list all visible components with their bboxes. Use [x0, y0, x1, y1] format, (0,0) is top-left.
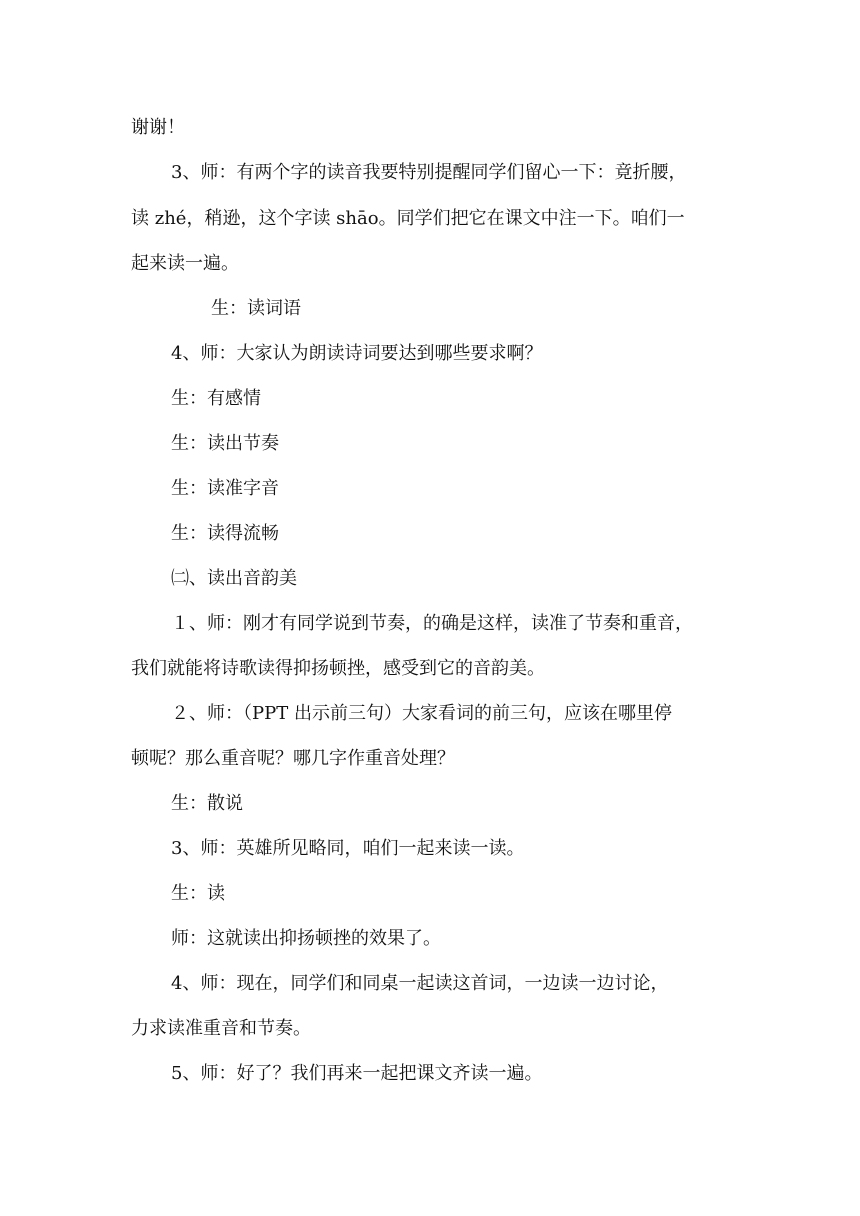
text-line: 3、师：有两个字的读音我要特别提醒同学们留心一下：竟折腰， [171, 162, 687, 183]
text-line: 生：读词语 [211, 298, 301, 319]
text-line: 起来读一遍。 [131, 253, 239, 274]
text-line: 4、师：现在，同学们和同桌一起读这首词，一边读一边讨论， [171, 973, 669, 994]
text-line: 生：散说 [171, 793, 243, 814]
text-line: 生：有感情 [171, 388, 261, 409]
text-line: 生：读得流畅 [171, 523, 279, 544]
text-line: 生：读出节奏 [171, 433, 279, 454]
text-line: 4、师：大家认为朗读诗词要达到哪些要求啊？ [171, 343, 543, 364]
text-line: 力求读准重音和节奏。 [131, 1018, 311, 1039]
text-line: 5、师：好了？我们再来一起把课文齐读一遍。 [171, 1063, 543, 1084]
section-heading: ㈡、读出音韵美 [171, 568, 297, 589]
text-line: 我们就能将诗歌读得抑扬顿挫，感受到它的音韵美。 [131, 658, 545, 679]
text-line: １、师：刚才有同学说到节奏，的确是这样，读准了节奏和重音， [171, 613, 693, 634]
text-line: 3、师：英雄所见略同，咱们一起来读一读。 [171, 838, 525, 859]
text-line: 读 zhé，稍逊，这个字读 shāo。同学们把它在课文中注一下。咱们一 [131, 208, 685, 229]
text-line: 师：这就读出抑扬顿挫的效果了。 [171, 928, 441, 949]
text-line: 生：读 [171, 883, 225, 904]
text-line: 顿呢？那么重音呢？哪几字作重音处理？ [131, 748, 455, 769]
text-line: 生：读准字音 [171, 478, 279, 499]
text-line: 谢谢！ [131, 117, 185, 138]
text-line: ２、师：（PPT 出示前三句）大家看词的前三句，应该在哪里停 [171, 703, 672, 724]
